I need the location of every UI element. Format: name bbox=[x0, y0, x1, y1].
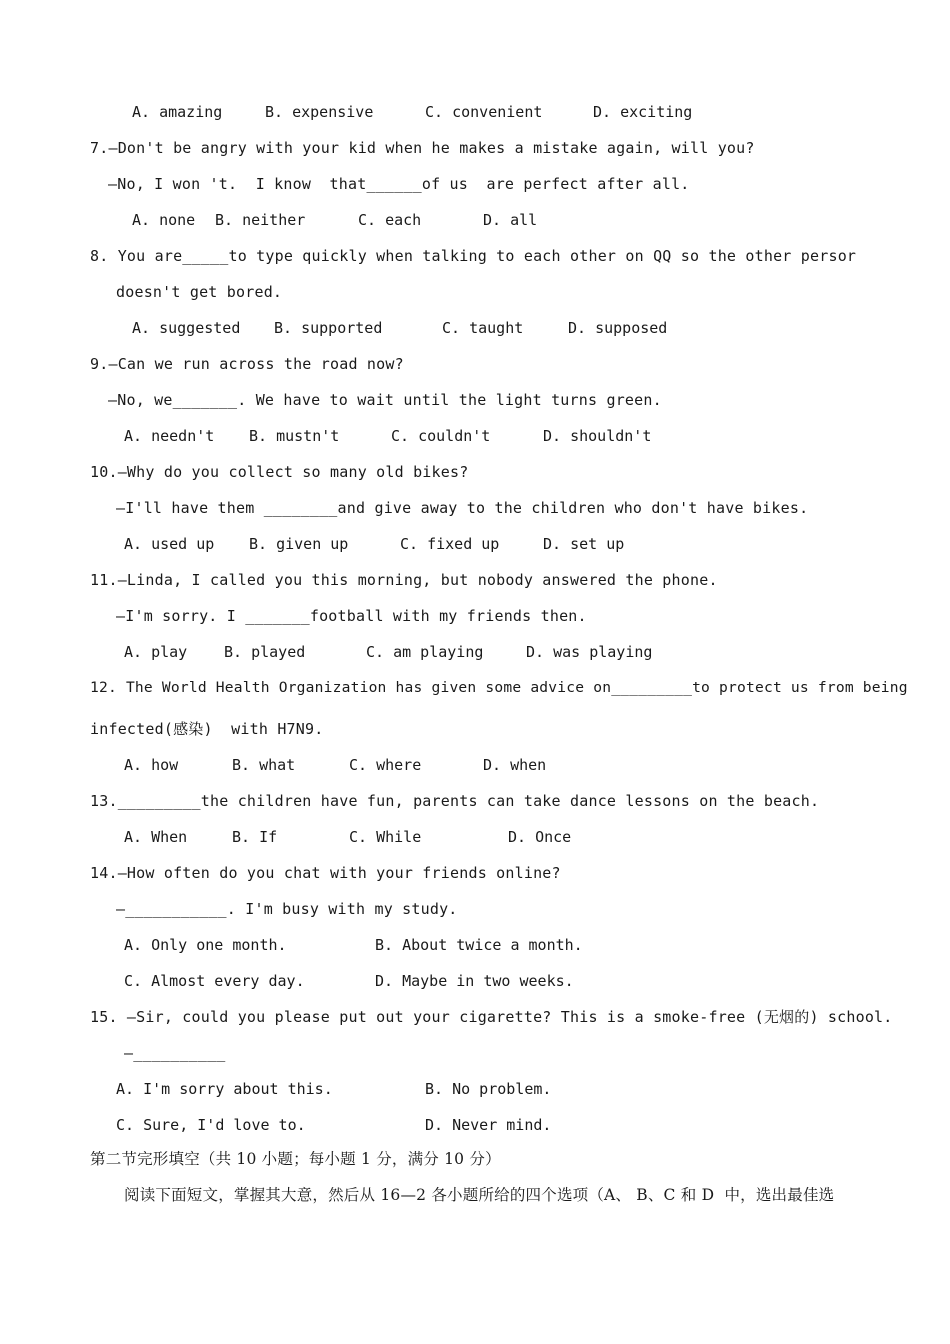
q9-option-b: B. mustn't bbox=[249, 427, 340, 445]
q12-option-b: B. what bbox=[232, 756, 296, 774]
section2-instruction: 阅读下面短文，掌握其大意，然后从 16—2 各小题所给的四个选项（A、 B、C 和 D 中，选出最佳选 bbox=[124, 1186, 835, 1204]
q12-option-d: D. when bbox=[483, 756, 547, 774]
q9-stem: 9.—Can we run across the road now? bbox=[90, 355, 404, 373]
q14-answer: —___________. I'm busy with my study. bbox=[116, 900, 458, 918]
q7-option-d: D. all bbox=[483, 211, 538, 229]
q6-option-b: B. expensive bbox=[265, 103, 374, 121]
section2-heading: 第二节完形填空（共 10 小题；每小题 1 分，满分 10 分） bbox=[90, 1150, 501, 1168]
q15-option-b: B. No problem. bbox=[425, 1080, 552, 1098]
q6-option-c: C. convenient bbox=[425, 103, 543, 121]
q8-stem-line1: 8. You are_____to type quickly when talking to each other on QQ so the other persor bbox=[90, 247, 857, 265]
q15-answer: —__________ bbox=[124, 1044, 226, 1062]
q7-stem: 7.—Don't be angry with your kid when he makes a mistake again, will you? bbox=[90, 139, 755, 157]
q8-option-d: D. supposed bbox=[568, 319, 668, 337]
q9-option-a: A. needn't bbox=[124, 427, 215, 445]
q12-stem-line1: 12. The World Health Organization has given some advice on_________to protect us from being bbox=[90, 679, 908, 696]
q13-stem: 13._________the children have fun, parents can take dance lessons on the beach. bbox=[90, 792, 820, 810]
q8-option-b: B. supported bbox=[274, 319, 383, 337]
q11-option-a: A. play bbox=[124, 643, 188, 661]
q9-answer: —No, we_______. We have to wait until the light turns green. bbox=[108, 391, 662, 409]
q11-stem: 11.—Linda, I called you this morning, but nobody answered the phone. bbox=[90, 571, 718, 589]
q8-stem-line2: doesn't get bored. bbox=[116, 283, 283, 301]
q15-option-d: D. Never mind. bbox=[425, 1116, 552, 1134]
q13-option-b: B. If bbox=[232, 828, 278, 846]
q7-answer: —No, I won 't. I know that______of us are perfect after all. bbox=[108, 175, 690, 193]
q14-option-c: C. Almost every day. bbox=[124, 972, 305, 990]
q10-option-d: D. set up bbox=[543, 535, 625, 553]
q14-option-b: B. About twice a month. bbox=[375, 936, 583, 954]
q6-option-d: D. exciting bbox=[593, 103, 693, 121]
q10-answer: —I'll have them ________and give away to the children who don't have bikes. bbox=[116, 499, 809, 517]
q11-option-b: B. played bbox=[224, 643, 306, 661]
q10-option-c: C. fixed up bbox=[400, 535, 500, 553]
q10-stem: 10.—Why do you collect so many old bikes? bbox=[90, 463, 469, 481]
q6-option-a: A. amazing bbox=[132, 103, 223, 121]
q15-option-c: C. Sure, I'd love to. bbox=[116, 1116, 306, 1134]
q8-option-a: A. suggested bbox=[132, 319, 241, 337]
q9-option-d: D. shouldn't bbox=[543, 427, 652, 445]
q12-option-c: C. where bbox=[349, 756, 422, 774]
q14-option-a: A. Only one month. bbox=[124, 936, 287, 954]
q7-option-c: C. each bbox=[358, 211, 422, 229]
q11-answer: —I'm sorry. I _______football with my friends then. bbox=[116, 607, 587, 625]
q12-stem-line2: infected(感染) with H7N9. bbox=[90, 720, 324, 738]
q8-option-c: C. taught bbox=[442, 319, 524, 337]
q10-option-b: B. given up bbox=[249, 535, 349, 553]
q10-option-a: A. used up bbox=[124, 535, 215, 553]
q12-option-a: A. how bbox=[124, 756, 179, 774]
q13-option-d: D. Once bbox=[508, 828, 572, 846]
q14-option-d: D. Maybe in two weeks. bbox=[375, 972, 574, 990]
q11-option-c: C. am playing bbox=[366, 643, 484, 661]
q11-option-d: D. was playing bbox=[526, 643, 653, 661]
q15-option-a: A. I'm sorry about this. bbox=[116, 1080, 333, 1098]
q7-option-b: B. neither bbox=[215, 211, 306, 229]
q15-stem: 15. —Sir, could you please put out your cigarette? This is a smoke-free (无烟的) school. bbox=[90, 1008, 893, 1026]
q13-option-a: A. When bbox=[124, 828, 188, 846]
q14-stem: 14.—How often do you chat with your friends online? bbox=[90, 864, 561, 882]
q7-option-a: A. none bbox=[132, 211, 196, 229]
q13-option-c: C. While bbox=[349, 828, 422, 846]
q9-option-c: C. couldn't bbox=[391, 427, 491, 445]
